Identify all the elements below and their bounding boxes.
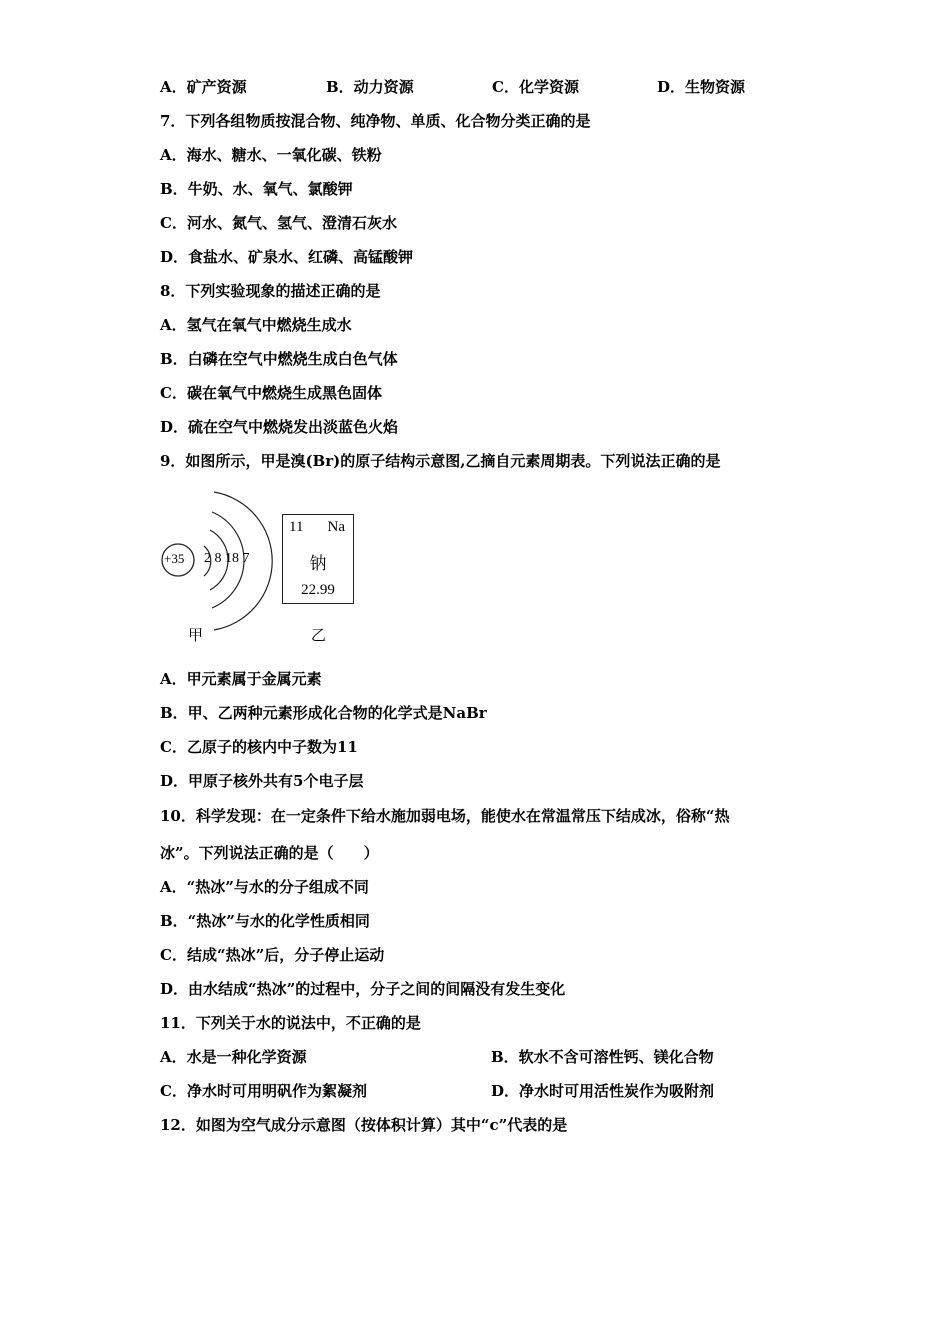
q7-option-d: D．食盐水、矿泉水、红磷、高锰酸钾 xyxy=(160,248,414,266)
q8-option-d: D．硫在空气中燃烧发出淡蓝色火焰 xyxy=(160,418,399,436)
q9-option-d: D．甲原子核外共有5个电子层 xyxy=(160,772,364,790)
q7-option-b: B．牛奶、水、氧气、氯酸钾 xyxy=(160,180,353,198)
element-mass: 22.99 xyxy=(301,582,335,598)
q10-option-b: B．“热冰”与水的化学性质相同 xyxy=(160,912,370,930)
q8-option-c: C．碳在氧气中燃烧生成黑色固体 xyxy=(160,384,382,402)
element-symbol: Na xyxy=(327,519,345,535)
q9-option-a: A．甲元素属于金属元素 xyxy=(160,670,322,688)
nucleus-charge: +35 xyxy=(164,551,185,566)
q8-stem: 8．下列实验现象的描述正确的是 xyxy=(160,282,381,300)
q9-option-b: B．甲、乙两种元素形成化合物的化学式是NaBr xyxy=(160,704,487,722)
q12-stem: 12．如图为空气成分示意图（按体积计算）其中“c”代表的是 xyxy=(160,1116,568,1134)
label-yi: 乙 xyxy=(311,626,327,644)
q10-stem-line1: 10．科学发现：在一定条件下给水施加弱电场，能使水在常温常压下结成冰，俗称“热 xyxy=(160,807,730,825)
q6-option-c: C．化学资源 xyxy=(492,78,579,96)
q11-option-d: D．净水时可用活性炭作为吸附剂 xyxy=(491,1082,715,1100)
q8-option-a: A．氢气在氧气中燃烧生成水 xyxy=(160,316,352,334)
q6-option-b: B．动力资源 xyxy=(326,78,414,96)
q11-stem: 11．下列关于水的说法中，不正确的是 xyxy=(160,1014,421,1032)
q11-option-c: C．净水时可用明矾作为絮凝剂 xyxy=(160,1082,367,1100)
q10-stem-line2: 冰”。下列说法正确的是（ ） xyxy=(160,844,379,862)
sodium-element-card xyxy=(282,514,354,604)
q8-option-b: B．白磷在空气中燃烧生成白色气体 xyxy=(160,350,398,368)
q7-option-c: C．河水、氮气、氢气、澄清石灰水 xyxy=(160,214,397,232)
q7-stem: 7．下列各组物质按混合物、纯净物、单质、化合物分类正确的是 xyxy=(160,112,591,130)
q6-option-d: D．生物资源 xyxy=(657,78,746,96)
element-number: 11 xyxy=(289,519,304,535)
q10-option-d: D．由水结成“热冰”的过程中，分子之间的间隔没有发生变化 xyxy=(160,980,566,998)
q11-option-a: A．水是一种化学资源 xyxy=(160,1048,307,1066)
element-name: 钠 xyxy=(309,554,327,574)
q10-option-c: C．结成“热冰”后，分子停止运动 xyxy=(160,946,385,964)
q9-figure xyxy=(158,484,378,644)
q9-option-c: C．乙原子的核内中子数为11 xyxy=(160,738,358,756)
electron-shells: 2 8 18 7 xyxy=(204,551,250,566)
q10-option-a: A．“热冰”与水的分子组成不同 xyxy=(160,878,369,896)
label-jia: 甲 xyxy=(188,626,204,644)
q7-option-a: A．海水、糖水、一氧化碳、铁粉 xyxy=(160,146,382,164)
q11-option-b: B．软水不含可溶性钙、镁化合物 xyxy=(491,1048,714,1066)
q6-option-a: A．矿产资源 xyxy=(160,78,247,96)
q9-stem: 9．如图所示，甲是溴(Br)的原子结构示意图,乙摘自元素周期表。下列说法正确的是 xyxy=(160,452,721,470)
